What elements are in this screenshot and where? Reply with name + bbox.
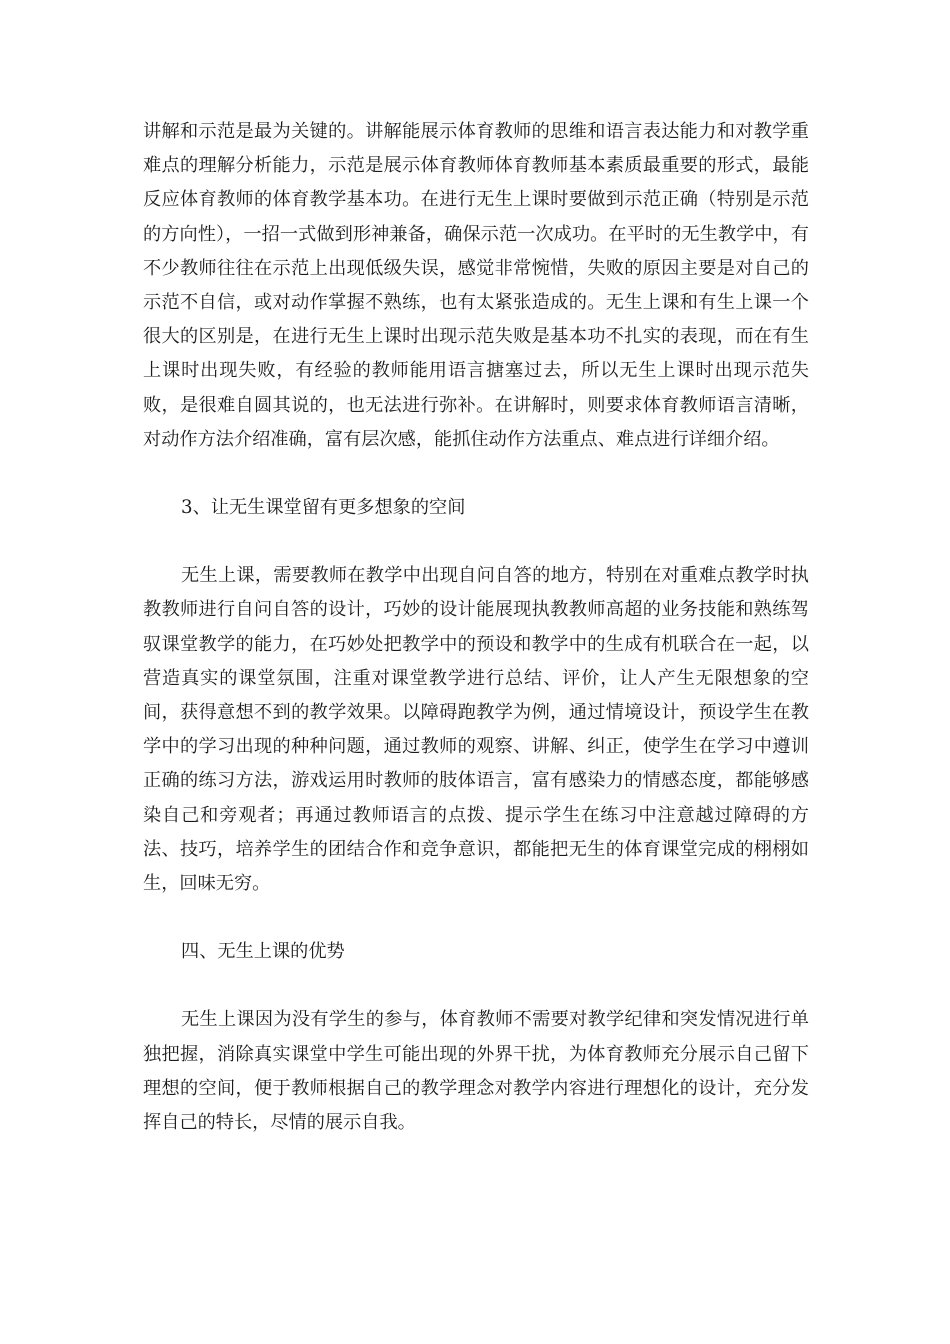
section-heading: 3、让无生课堂留有更多想象的空间 — [181, 497, 466, 519]
body-paragraph: 无生上课，需要教师在教学中出现自问自答的地方，特别在对重难点教学时执教教师进行自问自答的设计，巧妙的设计能展现执教教师高超的业务技能和熟练驾驭课堂教学的能力，在巧妙处把教学中的预设和教学中的生成有机联合在一起，以营造真实的课堂氛围，注重对课堂教学进行总结、评价，让人产生无限想象的空间，获得意想不到的教学效果。以障碍跑教学为例，通过情境设计，预设学生在教学中的学习出现的种种问题，通过教师的观察、讲解、纠正，使学生在学习中遵训正确的练习方法，游戏运用时教师的肢体语言，富有感染力的情感态度，都能够感染自己和旁观者；再通过教师语言的点拨、提示学生在练习中注意越过障碍的方法、技巧，培养学生的团结合作和竞争意识，都能把无生的体育课堂完成的栩栩如生，回味无穷。 — [143, 565, 809, 895]
body-paragraph: 无生上课因为没有学生的参与，体育教师不需要对教学纪律和突发情况进行单独把握，消除真实课堂中学生可能出现的外界干扰，为体育教师充分展示自己留下理想的空间，便于教师根据自己的教学理念对教学内容进行理想化的设计，充分发挥自己的特长，尽情的展示自我。 — [143, 1009, 809, 1134]
document-body — [143, 115, 809, 1140]
body-paragraph: 讲解和示范是最为关键的。讲解能展示体育教师的思维和语言表达能力和对教学重难点的理解分析能力，示范是展示体育教师体育教师基本素质最重要的形式，最能反应体育教师的体育教学基本功。在进行无生上课时要做到示范正确（特别是示范的方向性），一招一式做到形神兼备，确保示范一次成功。在平时的无生教学中，有不少教师往往在示范上出现低级失误，感觉非常惋惜，失败的原因主要是对自己的示范不自信，或对动作掌握不熟练，也有太紧张造成的。无生上课和有生上课一个很大的区别是，在进行无生上课时出现示范失败是基本功不扎实的表现，而在有生上课时出现失败，有经验的教师能用语言搪塞过去，所以无生上课时出现示范失败，是很难自圆其说的，也无法进行弥补。在讲解时，则要求体育教师语言清晰，对动作方法介绍准确，富有层次感，能抓住动作方法重点、难点进行详细介绍。 — [143, 121, 809, 450]
section-heading: 四、无生上课的优势 — [181, 941, 345, 963]
